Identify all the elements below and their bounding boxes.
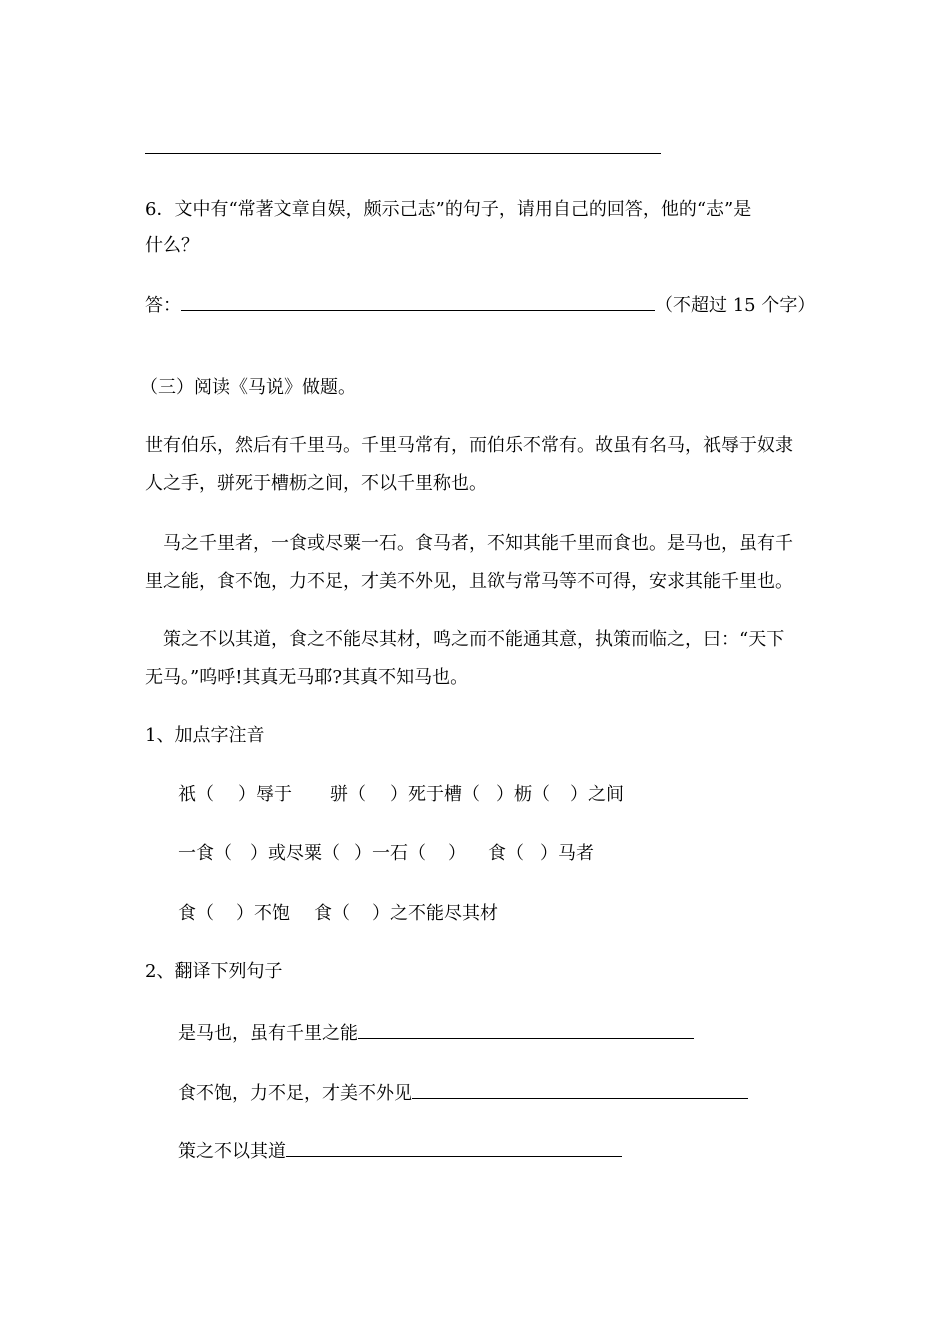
- q1-row3-text: ）不饱: [236, 903, 290, 924]
- q1-row1-text: ）之间: [570, 784, 624, 805]
- q2-answer-blank[interactable]: [358, 1020, 694, 1039]
- q1-row2-text: 食（: [488, 843, 524, 864]
- q1-row2-text: ）马者: [540, 843, 594, 864]
- q1-row1-text: ）辱于: [238, 784, 292, 805]
- passage-line: 无马。”呜呼!其真无马耶?其真不知马也。: [145, 667, 469, 688]
- section3-heading: （三）阅读《马说》做题。: [140, 377, 356, 398]
- q2-item: [178, 1020, 694, 1046]
- q1-row1-text: ）死于槽（: [390, 784, 480, 805]
- passage-line: 马之千里者，一食或尽粟一石。食马者，不知其能千里而食也。是马也，虽有千: [163, 533, 793, 554]
- answer-line-prev: [145, 153, 661, 154]
- q1-title: 1、加点字注音: [145, 725, 265, 746]
- q2-item-text: 食不饱，力不足，才美不外见: [178, 1083, 412, 1104]
- q2-item: [178, 1080, 748, 1106]
- q1-row3-text: 食（: [314, 903, 350, 924]
- q6-answer-row: [145, 292, 815, 318]
- q2-item-text: 策之不以其道: [178, 1141, 286, 1162]
- q6-line1: 6．文中有“常著文章自娱，颇示己志”的句子，请用自己的回答，他的“志”是: [145, 199, 752, 220]
- q1-row3: [178, 902, 498, 926]
- q2-answer-blank[interactable]: [286, 1138, 622, 1157]
- q6-line2: 什么？: [145, 235, 199, 256]
- passage-line: 人之手，骈死于槽枥之间，不以千里称也。: [145, 473, 487, 494]
- q1-row2-text: 一食（: [178, 843, 232, 864]
- q1-row1: [178, 783, 624, 807]
- q6-answer-note: （不超过 15 个字）: [655, 295, 816, 316]
- q1-row2-text: ）一石（: [354, 843, 426, 864]
- q6-answer-label: 答：: [145, 295, 181, 316]
- passage-line: 世有伯乐，然后有千里马。千里马常有，而伯乐不常有。故虽有名马，祇辱于奴隶: [145, 435, 793, 456]
- q1-row1-text: 祇（: [178, 784, 214, 805]
- q1-row3-text: 食（: [178, 903, 214, 924]
- q2-item-text: 是马也，虽有千里之能: [178, 1023, 358, 1044]
- q2-answer-blank[interactable]: [412, 1080, 748, 1099]
- q1-row3-text: ）之不能尽其材: [372, 903, 498, 924]
- q1-row1-text: ）枥（: [496, 784, 550, 805]
- q1-row2-text: ）: [448, 843, 466, 864]
- q1-row2: [178, 842, 594, 866]
- q6-answer-blank[interactable]: [181, 292, 655, 311]
- passage-line: 里之能，食不饱，力不足，才美不外见，且欲与常马等不可得，安求其能千里也。: [145, 571, 793, 592]
- q1-row1-text: 骈（: [330, 784, 366, 805]
- q2-title: 2、翻译下列句子: [145, 961, 283, 982]
- q2-item: [178, 1138, 622, 1164]
- passage-line: 策之不以其道，食之不能尽其材，鸣之而不能通其意，执策而临之，曰：“天下: [163, 629, 785, 650]
- q1-row2-text: ）或尽粟（: [250, 843, 340, 864]
